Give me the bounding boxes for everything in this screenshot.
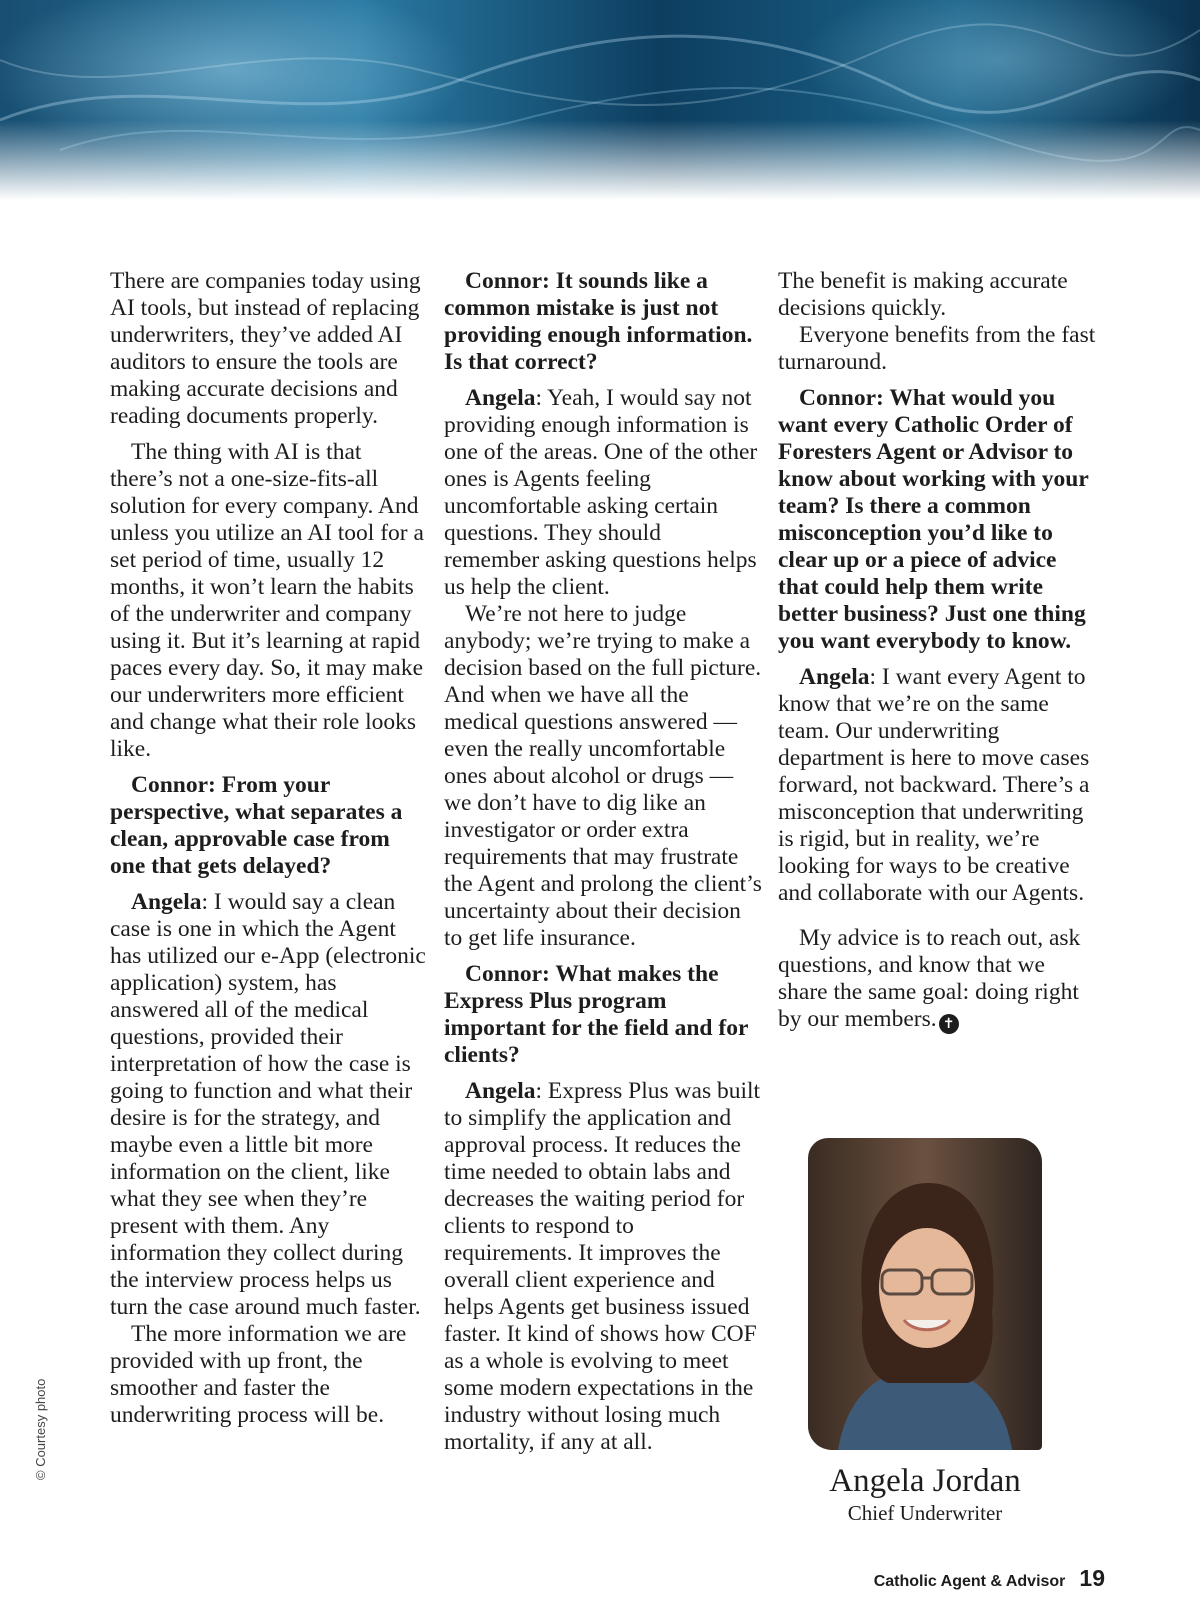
article-column-1 xyxy=(110,268,428,1438)
body-paragraph: Everyone benefits from the fast turnaround. xyxy=(778,322,1096,375)
body-paragraph: We’re not here to judge anybody; we’re trying to make a decision based on the full picture. And when we have all the medical questions answered — even the really uncomfortable ones about alcohol or drugs — we don’t have to dig like an investigator or order extra requirements that may frustrate the Agent and prolong the client’s uncertainty about their decision to get life insurance. xyxy=(444,601,762,951)
interview-question: Connor: From your perspective, what separates a clean, approvable case from one that gets delayed? xyxy=(110,772,403,879)
photo-credit: © Courtesy photo xyxy=(33,1378,48,1480)
interview-question: Connor: What makes the Express Plus program important for the field and for clients? xyxy=(444,961,748,1068)
body-paragraph: The thing with AI is that there’s not a one-size-fits-all solution for every company. And unless you utilize an AI tool for a set period of time, usually 12 months, it won’t learn the habits of the underwriter and company using it. But it’s learning at rapid paces every day. So, it may make our underwriters more efficient and change what their role looks like. xyxy=(110,439,424,762)
answer-text: : I would say a clean case is one in which the Agent has utilized our e-App (electronic application) system, has answered all of the medical questions, provided their interpretation of how the case is going to function and what their desire is for the strategy, and maybe even a little bit more information on the client, like what they see when they’re present with them. Any information they collect during the interview process helps us turn the case around much faster. xyxy=(110,889,426,1320)
interview-answer xyxy=(110,889,428,1321)
page-footer xyxy=(874,1565,1105,1592)
page-number: 19 xyxy=(1079,1565,1105,1591)
photo-caption-title: Chief Underwriter xyxy=(847,1501,1003,1525)
speaker-name: Angela xyxy=(465,1078,536,1104)
interview-answer xyxy=(444,385,762,601)
answer-text: : Express Plus was built to simplify the application and approval process. It reduces the time needed to obtain labs and decreases the waiting period for clients to respond to requirements. It improves the overall client experience and helps Agents get business issued faster. It kind of shows how COF as a whole is evolving to meet some modern expectations in the industry without losing much mortality, if any at all. xyxy=(444,1078,761,1455)
speaker-name: Angela xyxy=(131,889,202,915)
article-column-3 xyxy=(778,268,1096,1043)
body-paragraph xyxy=(778,925,1096,1034)
angela-jordan-portrait xyxy=(808,1138,1042,1450)
header-banner-image xyxy=(0,0,1200,200)
end-of-article-cross-icon: ✝ xyxy=(939,1014,959,1034)
interview-question: Connor: What would you want every Catholic Order of Foresters Agent or Advisor to know about working with your team? Is there a common misconception you’d like to clear up or a piece of advice that could help them write better business? Just one thing you want everybody to know. xyxy=(778,385,1089,654)
speaker-name: Angela xyxy=(799,664,870,690)
speaker-name: Angela xyxy=(465,385,536,411)
interview-answer xyxy=(778,664,1096,907)
interview-answer xyxy=(444,1078,762,1456)
body-paragraph: The benefit is making accurate decisions quickly. xyxy=(778,268,1068,321)
paragraph-text: My advice is to reach out, ask questions, and know that we share the same goal: doing right by our members. xyxy=(778,925,1081,1032)
photo-caption-name: Angela Jordan xyxy=(829,1463,1021,1499)
body-paragraph: There are companies today using AI tools, but instead of replacing underwriters, they’ve added AI auditors to ensure the tools are making accurate decisions and reading documents properly. xyxy=(110,268,421,429)
article-column-2 xyxy=(444,268,762,1465)
answer-text: : Yeah, I would say not providing enough information is one of the areas. One of the other ones is Agents feeling uncomfortable asking certain questions. They should remember asking questions helps us help the client. xyxy=(444,385,758,600)
body-paragraph: The more information we are provided with up front, the smoother and faster the underwriting process will be. xyxy=(110,1321,407,1428)
answer-text: : I want every Agent to know that we’re on the same team. Our underwriting department is here to move cases forward, not backward. There’s a misconception that underwriting is rigid, but in reality, we’re looking for ways to be creative and collaborate with our Agents. xyxy=(778,664,1090,906)
publication-name: Catholic Agent & Advisor xyxy=(873,1573,1066,1590)
interview-question: Connor: It sounds like a common mistake is just not providing enough information. Is that correct? xyxy=(444,268,753,375)
